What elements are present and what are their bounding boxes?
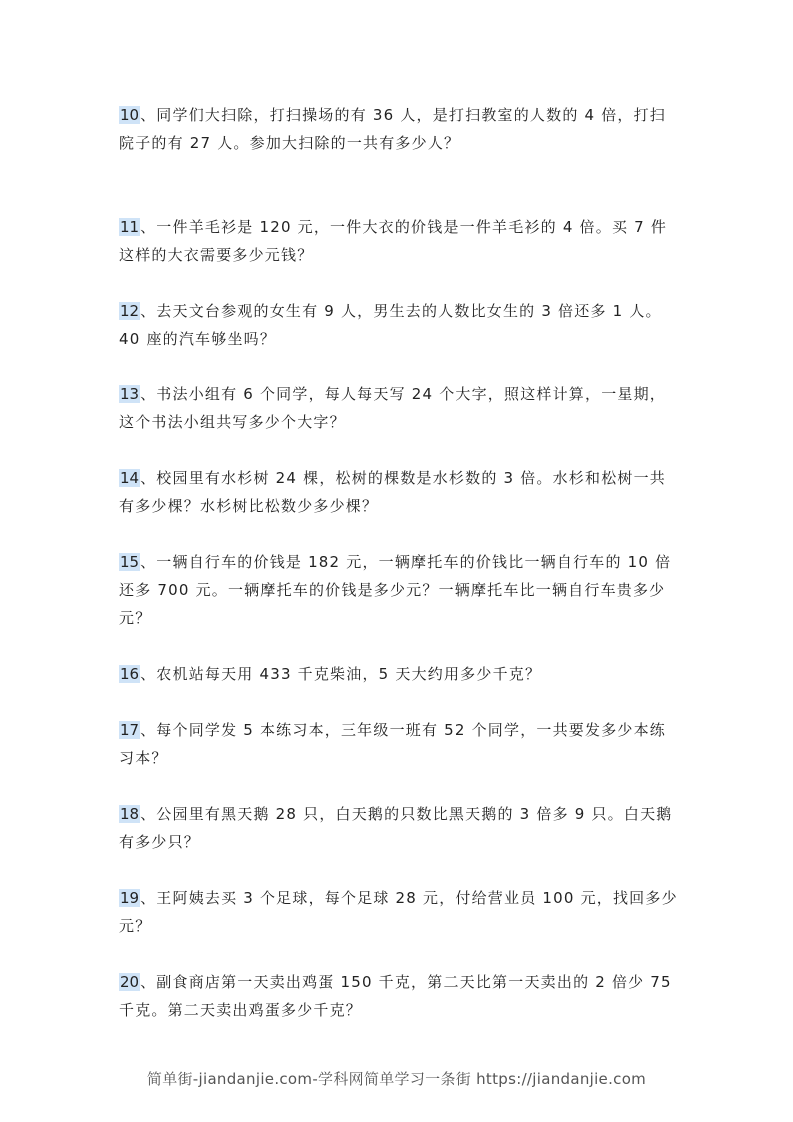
question-text: 、去天文台参观的女生有 9 人，男生去的人数比女生的 3 倍还多 1 人。40 座的汽车够坐吗？ bbox=[119, 302, 662, 348]
question-number: 11 bbox=[120, 218, 140, 236]
question-number: 13 bbox=[120, 385, 140, 403]
question-18 bbox=[119, 800, 679, 856]
question-12 bbox=[119, 297, 679, 353]
question-text: 、一件羊毛衫是 120 元，一件大衣的价钱是一件羊毛衫的 4 倍。买 7 件这样的大衣需要多少元钱？ bbox=[119, 218, 668, 264]
question-text: 、公园里有黑天鹅 28 只，白天鹅的只数比黑天鹅的 3 倍多 9 只。白天鹅有多少只？ bbox=[119, 805, 673, 851]
question-number: 19 bbox=[120, 889, 140, 907]
question-14 bbox=[119, 464, 679, 520]
question-number: 14 bbox=[120, 469, 140, 487]
question-text: 、校园里有水杉树 24 棵，松树的棵数是水杉数的 3 倍。水杉和松树一共有多少棵？水杉树比松数少多少棵？ bbox=[119, 469, 666, 515]
question-10 bbox=[119, 101, 679, 157]
question-13 bbox=[119, 380, 679, 436]
question-text: 、同学们大扫除，打扫操场的有 36 人，是打扫教室的人数的 4 倍，打扫院子的有 27 人。参加大扫除的一共有多少人？ bbox=[119, 106, 666, 152]
question-number: 12 bbox=[120, 302, 140, 320]
question-19 bbox=[119, 884, 679, 940]
question-text: 、书法小组有 6 个同学，每人每天写 24 个大字，照这样计算，一星期，这个书法小组共写多少个大字？ bbox=[119, 385, 666, 431]
question-text: 、农机站每天用 433 千克柴油，5 天大约用多少千克？ bbox=[140, 665, 542, 683]
question-number: 18 bbox=[120, 805, 140, 823]
question-20 bbox=[119, 968, 679, 1024]
question-number: 20 bbox=[120, 973, 140, 991]
question-number: 15 bbox=[120, 553, 140, 571]
question-11 bbox=[119, 213, 679, 269]
question-16 bbox=[119, 660, 679, 688]
question-15 bbox=[119, 548, 679, 632]
page-footer: 简单街-jiandanjie.com-学科网简单学习一条街 https://jiandanjie.com bbox=[146, 1070, 647, 1088]
question-number: 16 bbox=[120, 665, 140, 683]
question-number: 17 bbox=[120, 721, 140, 739]
question-text: 、每个同学发 5 本练习本，三年级一班有 52 个同学，一共要发多少本练习本？ bbox=[119, 721, 666, 767]
question-text: 、副食商店第一天卖出鸡蛋 150 千克，第二天比第一天卖出的 2 倍少 75 千克。第二天卖出鸡蛋多少千克？ bbox=[119, 973, 672, 1019]
question-text: 、一辆自行车的价钱是 182 元，一辆摩托车的价钱比一辆自行车的 10 倍还多 700 元。一辆摩托车的价钱是多少元？一辆摩托车比一辆自行车贵多少元？ bbox=[119, 553, 672, 627]
question-17 bbox=[119, 716, 679, 772]
question-number: 10 bbox=[120, 106, 140, 124]
question-text: 、王阿姨去买 3 个足球，每个足球 28 元，付给营业员 100 元，找回多少元？ bbox=[119, 889, 678, 935]
